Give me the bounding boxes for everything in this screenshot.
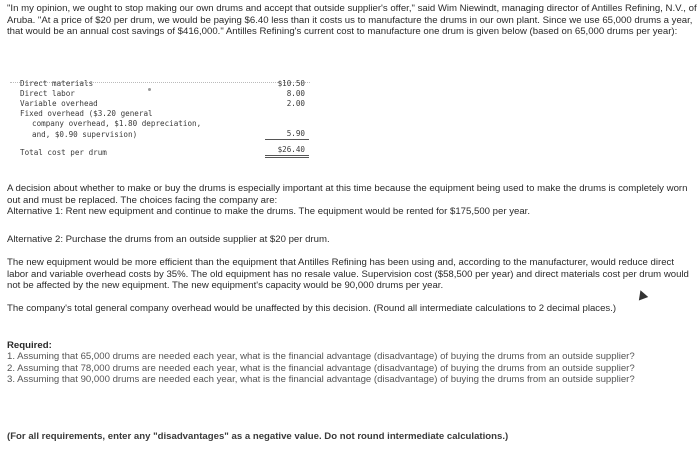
list-item: 1. Assuming that 65,000 drums are needed each year, what is the financial advantage (disadvantage) of buying the drums from an outside supplier? [7, 351, 635, 362]
cost-table [12, 79, 309, 158]
decision-text: A decision about whether to make or buy the drums is especially important at this time because the equipment being used to make the drums is completely worn out and must be replaced. The choices facing the company are: [7, 183, 688, 206]
cost-label: and, $0.90 supervision) [32, 130, 138, 139]
requirements-list [7, 351, 697, 386]
cost-value: $10.50 [277, 79, 305, 88]
total-label: Total cost per drum [20, 148, 107, 157]
cost-label: Variable overhead [20, 99, 98, 108]
instruction-note: (For all requirements, enter any "disadvantages" as a negative value. Do not round intermediate calculations.) [7, 431, 509, 442]
intro-paragraph: "In my opinion, we ought to stop making our own drums and accept that outside supplier's offer," said Wim Niewindt, managing director of Antilles Refining, N.V., of Aruba. "At a price of $20 per drum, we would be paying $6.40 less than it costs us to manufacture the drums in our own plant. Since we use 65,000 drums a year, that would be an annual cost savings of $416,000." Antilles Refining's current cost to manufacture one drum is given below (based on 65,000 drums per year): [7, 3, 697, 38]
decision-paragraph [7, 183, 697, 218]
cost-label: Direct materials [20, 79, 94, 88]
cost-label: company overhead, $1.80 depreciation, [32, 119, 202, 128]
list-item: 3. Assuming that 90,000 drums are needed each year, what is the financial advantage (disadvantage) of buying the drums from an outside supplier? [7, 374, 635, 386]
table-row [12, 109, 309, 119]
list-item: 2. Assuming that 78,000 drums are needed each year, what is the financial advantage (disadvantage) of buying the drums from an outside supplier? [7, 362, 635, 374]
new-equipment-paragraph: The new equipment would be more efficient than the equipment that Antilles Refining has been using and, according to the manufacturer, would reduce direct labor and variable overhead costs by 35%. The old equipment has no resale value. Supervision cost ($58,500 per year) and direct materials cost per drum would not be affected by the new equipment. The new equipment's capacity would be 90,000 drums per year. [7, 257, 689, 292]
cost-value: 2.00 [286, 99, 305, 108]
table-row [12, 79, 309, 89]
table-total-row [12, 145, 309, 158]
cost-value: 8.00 [286, 89, 305, 98]
table-row [12, 119, 309, 129]
table-row [12, 129, 309, 140]
stray-mark [148, 88, 151, 91]
overhead-paragraph: The company's total general company overhead would be unaffected by this decision. (Round all intermediate calculations to 2 decimal places.) [7, 303, 617, 314]
cost-label: Direct labor [20, 89, 75, 98]
cost-value: 5.90 [265, 129, 309, 140]
alternative-1-text: Alternative 1: Rent new equipment and continue to make the drums. The equipment would be rented for $175,500 per year. [7, 206, 531, 218]
total-value: $26.40 [265, 145, 309, 158]
table-row [12, 99, 309, 109]
required-heading: Required: [7, 340, 52, 351]
cost-label: Fixed overhead ($3.20 general [20, 109, 153, 118]
alternative-2-text: Alternative 2: Purchase the drums from an outside supplier at $20 per drum. [7, 234, 330, 245]
table-row [12, 89, 309, 99]
